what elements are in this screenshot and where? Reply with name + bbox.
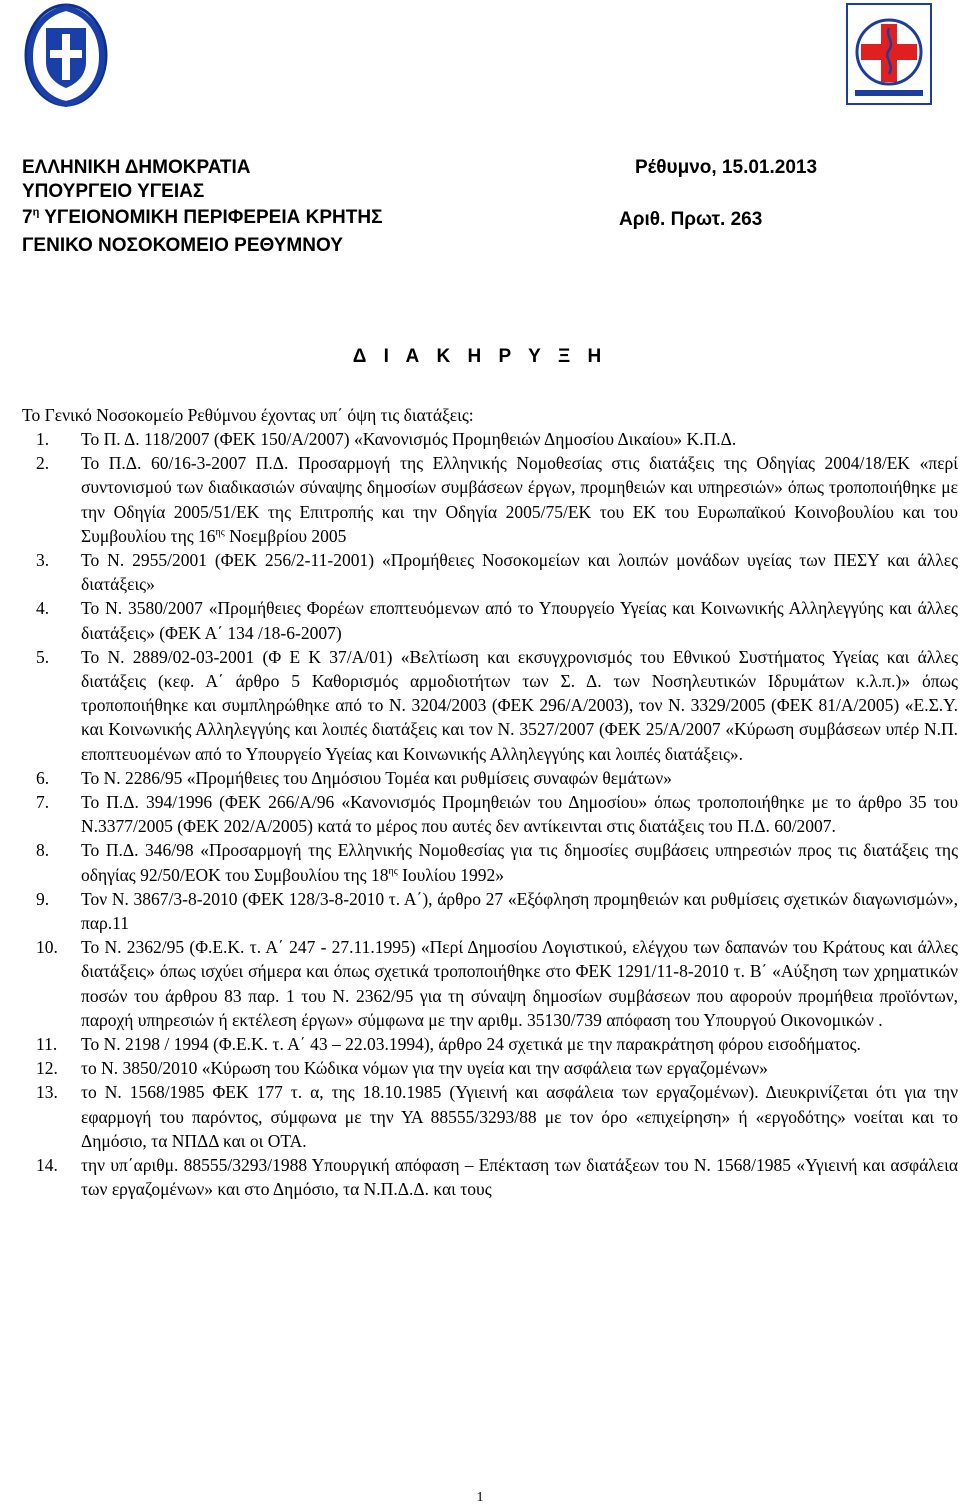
list-item-number: 2.	[36, 453, 50, 474]
list-item	[22, 548, 958, 596]
intro-text: Το Γενικό Νοσοκομείο Ρεθύμνου έχοντας υπ΄ όψη τις διατάξεις:	[22, 405, 474, 425]
list-item-text: Το Ν. 2889/02-03-2001 (Φ Ε Κ 37/Α/01) «Βελτίωση και εκσυγχρονισμός του Εθνικού Συστήματος Υγείας και άλλες διατάξεις (κεφ. Α΄ άρθρο 5 Καθορισμός αρμοδιοτήτων των Σ. Δ. των Νοσηλευτικών Ιδρυμάτων κ.λ.π.)» όπως τροποποιήθηκε και συμπληρώθηκε από το Ν. 3204/2003 (ΦΕΚ 296/Α/2003), τον Ν. 3329/2005 (ΦΕΚ 81/Α/2005) «Ε.Σ.Υ. και Κοινωνικής Αλληλεγγύης και λοιπές διατάξεις και τον Ν. 3527/2007 (ΦΕΚ 25/Α/2007 «Κύρωση συμβάσεων υπέρ Ν.Π. εποπτευομένων από το Υπουργείο Υγείας και Κοινωνικής Αλληλεγγύης και λοιπές διατάξεις».	[81, 646, 958, 764]
page-number: 1	[476, 1490, 484, 1505]
list-item-text: το Ν. 1568/1985 ΦΕΚ 177 τ. α, της 18.10.1985 (Υγιεινή και ασφάλεια των εργαζομένων). Διευκρινίζεται ότι για την εφαρμογή του παρόντος, σύμφωνα με την ΥΑ 88555/3293/88 με τον όρο «επιχείρηση» ή «εργοδότης» νοείται και το Δημόσιο, τα ΝΠΔΔ και οι ΟΤΑ.	[81, 1082, 958, 1151]
header-line-region: $7^\eta$ ΥΓΕΙΟΝΟΜΙΚΗ ΠΕΡΙΦΕΡΕΙΑ ΚΡΗΤΗΣ	[22, 206, 383, 228]
list-item-number: 12.	[36, 1058, 58, 1079]
list-item-text: Τον Ν. 3867/3-8-2010 (ΦΕΚ 128/3-8-2010 τ. Α΄), άρθρο 27 «Εξόφληση προμηθειών και ρυθμίσεις σχετικών διαγωνισμών», παρ.11	[81, 888, 958, 934]
list-item-number: 9.	[36, 888, 50, 909]
provisions-list	[22, 427, 958, 1202]
list-item-text-tail: Νοεμβρίου 2005	[224, 525, 347, 546]
list-item-number: 13.	[36, 1082, 58, 1103]
list-item-number: 7.	[36, 792, 50, 813]
list-item	[22, 1080, 958, 1153]
document-title: Δ Ι Α Κ Η Ρ Υ Ξ Η	[352, 346, 608, 367]
list-item	[22, 451, 958, 548]
hospital-logo	[845, 2, 933, 106]
list-item-number: 1.	[36, 429, 50, 449]
list-item	[22, 766, 958, 790]
list-item-text: Το Ν. 2286/95 «Προμήθειες του Δημόσιου Τομέα και ρυθμίσεις συναφών θεμάτων»	[81, 767, 672, 788]
list-item-text: Το Ν. 2198 / 1994 (Φ.Ε.Κ. τ. Α΄ 43 – 22.03.1994), άρθρο 24 σχετικά με την παρακράτηση φόρου εισοδήματος.	[81, 1034, 861, 1055]
list-item-text: Το Π.Δ. 346/98 «Προσαρμογή της Ελληνικής Νομοθεσίας για τις δημοσίες συμβάσεις υπηρεσιών προς τις διατάξεις της οδηγίας 92/50/ΕΟΚ του Συμβουλίου της 18	[81, 840, 958, 885]
ordinal-superscript: ης	[388, 865, 398, 877]
list-item-text: την υπ΄αριθμ. 88555/3293/1988 Υπουργική απόφαση – Επέκταση των διατάξεων του Ν. 1568/1985 «Υγιεινή και ασφάλεια των εργαζομένων» και στο Δημόσιο, τα Ν.Π.Δ.Δ. και τους	[81, 1155, 958, 1200]
list-item	[22, 596, 958, 644]
list-item-number: 8.	[36, 840, 50, 861]
header-line-hospital: ΓΕΝΙΚΟ ΝΟΣΟΚΟΜΕΙΟ ΡΕΘΥΜΝΟΥ	[22, 235, 343, 256]
list-item-number: 10.	[36, 937, 58, 958]
list-item	[22, 1056, 958, 1080]
list-item	[22, 935, 958, 1032]
list-item-text: Το Π.Δ. 60/16-3-2007 Π.Δ. Προσαρμογή της Ελληνικής Νομοθεσίας στις διατάξεις της Οδηγίας 2004/18/ΕΚ «περί συντονισμού των διαδικασιών σύναψης δημοσίων συμβάσεων έργων, προμηθειών και υπηρεσιών» όπως τροποποιήθηκε με την Οδηγία 2005/51/ΕΚ της Επιτροπής και την Οδηγία 2005/75/ΕΚ του ΕΚ του Ευρωπαϊκού Κοινοβουλίου και του Συμβουλίου της 16	[81, 453, 958, 546]
list-item	[22, 1032, 958, 1056]
list-item-number: 4.	[36, 598, 50, 619]
list-item-text: Το Π.Δ. 394/1996 (ΦΕΚ 266/Α/96 «Κανονισμός Προμηθειών του Δημοσίου» όπως τροποποιήθηκε με το άρθρο 35 του Ν.3377/2005 (ΦΕΚ 202/Α/2005) κατά το μέρος που αυτές δεν αντίκεινται στις διατάξεις του Π.Δ. 60/2007.	[81, 792, 958, 837]
header-line-republic: ΕΛΛΗΝΙΚΗ ΔΗΜΟΚΡΑΤΙΑ	[22, 157, 251, 178]
list-item-text: Το Ν. 3580/2007 «Προμήθειες Φορέων εποπτευόμενων από το Υπουργείο Υγείας και Κοινωνικής Αλληλεγγύης και άλλες διατάξεις» (ΦΕΚ Α΄ 134 /18-6-2007)	[81, 598, 958, 643]
list-item-number: 5.	[36, 646, 50, 667]
list-item	[22, 887, 958, 935]
list-item	[22, 1153, 958, 1201]
list-item-number: 14.	[36, 1155, 58, 1176]
list-item-text: το Ν. 3850/2010 «Κύρωση του Κώδικα νόμων για την υγεία και την ασφάλεια των εργαζομένων»	[81, 1058, 768, 1079]
list-item-number: 11.	[36, 1034, 58, 1055]
ordinal-superscript: ης	[215, 526, 225, 538]
coat-of-arms-logo	[22, 2, 110, 108]
list-item	[22, 427, 958, 451]
header-date: Ρέθυμνο, 15.01.2013	[635, 157, 818, 178]
list-item-text: Το Π. Δ. 118/2007 (ΦΕΚ 150/Α/2007) «Κανονισμός Προμηθειών Δημοσίου Δικαίου» Κ.Π.Δ.	[81, 429, 737, 449]
list-item	[22, 790, 958, 838]
list-item-text-tail: Ιουλίου 1992»	[397, 864, 505, 885]
header-line-ministry: ΥΠΟΥΡΓΕΙΟ ΥΓΕΙΑΣ	[22, 181, 205, 202]
list-item	[22, 645, 958, 766]
list-item-text: Το Ν. 2362/95 (Φ.Ε.Κ. τ. Α΄ 247 - 27.11.1995) «Περί Δημοσίου Λογιστικού, ελέγχου των δαπανών του Κράτους και άλλες διατάξεις» όπως ισχύει σήμερα και όπως σχετικά τροποποιήθηκε στο ΦΕΚ 1291/11-8-2010 τ. Β΄ «Αύξηση των χρηματικών ποσών του άρθρου 83 παρ. 1 του Ν. 2362/95 για τη σύναψη δημοσίων συμβάσεων που αφορούν προμήθεια προϊόντων, παροχή υπηρεσιών ή εκτέλεση έργων» σύμφωνα με την αριθμ. 35130/739 απόφαση του Υπουργού Οικονομικών .	[81, 937, 958, 1030]
list-item-number: 6.	[36, 767, 50, 788]
list-item-number: 3.	[36, 550, 50, 571]
list-item	[22, 838, 958, 886]
list-item-text: Το Ν. 2955/2001 (ΦΕΚ 256/2-11-2001) «Προμήθειες Νοσοκομείων και λοιπών μονάδων υγείας των ΠΕΣΥ και άλλες διατάξεις»	[81, 550, 958, 595]
header-protocol-number: Αριθ. Πρωτ. 263	[619, 209, 763, 230]
